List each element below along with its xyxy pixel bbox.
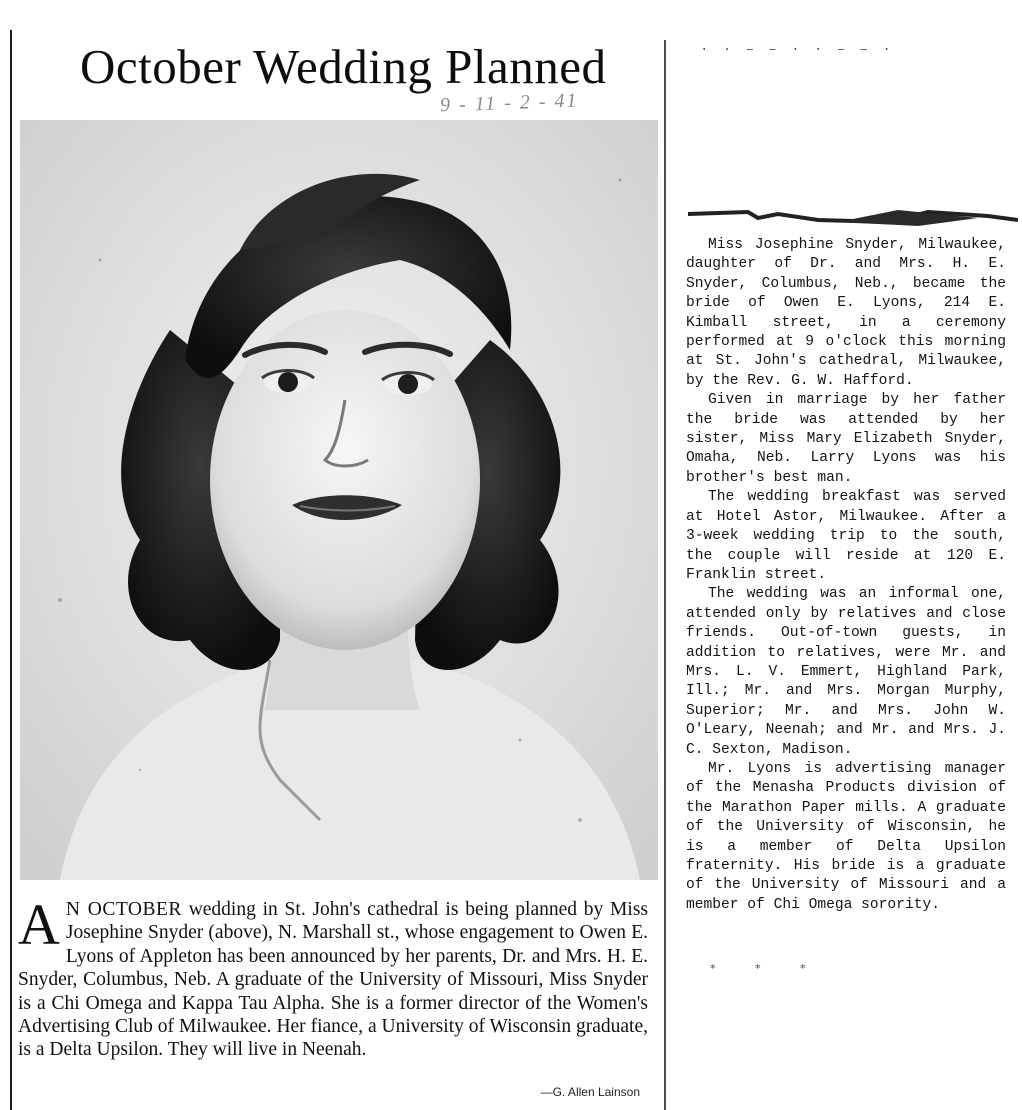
photo-caption — [18, 892, 648, 1062]
article-paragraph: Given in marriage by her father the bride was attended by her sister, Miss Mary Elizabeth Snyder, Omaha, Neb. Larry Lyons was his brother's best man. — [686, 392, 1006, 486]
photo-credit: —G. Allen Lainson — [540, 1085, 640, 1099]
portrait-illustration — [20, 120, 658, 880]
wedding-article — [686, 236, 1006, 915]
article-paragraph: Mr. Lyons is advertising manager of the Menasha Products division of the Marathon Paper mills. A graduate of the University of Wisconsin, he is a member of Delta Upsilon fraternity. His bride is a graduate of the University of Missouri and a member of Chi Omega sorority. — [686, 760, 1006, 913]
portrait-photo — [20, 120, 658, 880]
caption-lead-word: N OCTOBER — [65, 899, 182, 920]
torn-clipping-edge — [688, 206, 1018, 236]
page-left-rule — [10, 30, 12, 1110]
article-end-marks: * * * — [710, 962, 824, 975]
headline: October Wedding Planned — [80, 39, 607, 94]
caption-text: wedding in St. John's cathedral is being planned by Miss Josephine Snyder (above), N. Marshall st., whose engagement to Owen E. Lyons of Appleton has been announced by her parents, Dr. and Mrs. H. E. Snyder, Columbus, Neb. A graduate of the University of Missouri, Miss Snyder is a Chi Omega and Kappa Tau Alpha. She is a former director of the Women's Advertising Club of Milwaukee. Her fiance, a University of Wisconsin graduate, is a Delta Upsilon. They will live in Neenah. — [18, 899, 648, 1061]
caption-dropcap: A — [18, 892, 60, 957]
column-rule — [664, 40, 666, 1110]
handwritten-date: 9 - 11 - 2 - 41 — [439, 89, 579, 117]
article-paragraph: Miss Josephine Snyder, Milwaukee, daughter of Dr. and Mrs. H. E. Snyder, Columbus, Neb., became the bride of Owen E. Lyons, 214 E. Kimball street, in a ceremony performed at 9 o'clock this morning at St. John's cathedral, Milwaukee, by the Rev. G. W. Hafford. — [686, 237, 1006, 389]
article-paragraph: The wedding breakfast was served at Hotel Astor, Milwaukee. After a 3-week wedding trip to the south, the couple will reside at 120 E. Franklin street. — [686, 489, 1006, 583]
article-paragraph: The wedding was an informal one, attended only by relatives and close friends. Out-of-town guests, in addition to relatives, were Mr. and Mrs. L. V. Emmert, Highland Park, Ill.; Mr. and Mrs. Morgan Murphy, Superior; Mr. and Mrs. John W. O'Leary, Neenah; and Mr. and Mrs. J. C. Sexton, Madison. — [686, 586, 1006, 758]
clipping-edge-marks: · · – – · · – – · — [700, 42, 894, 58]
